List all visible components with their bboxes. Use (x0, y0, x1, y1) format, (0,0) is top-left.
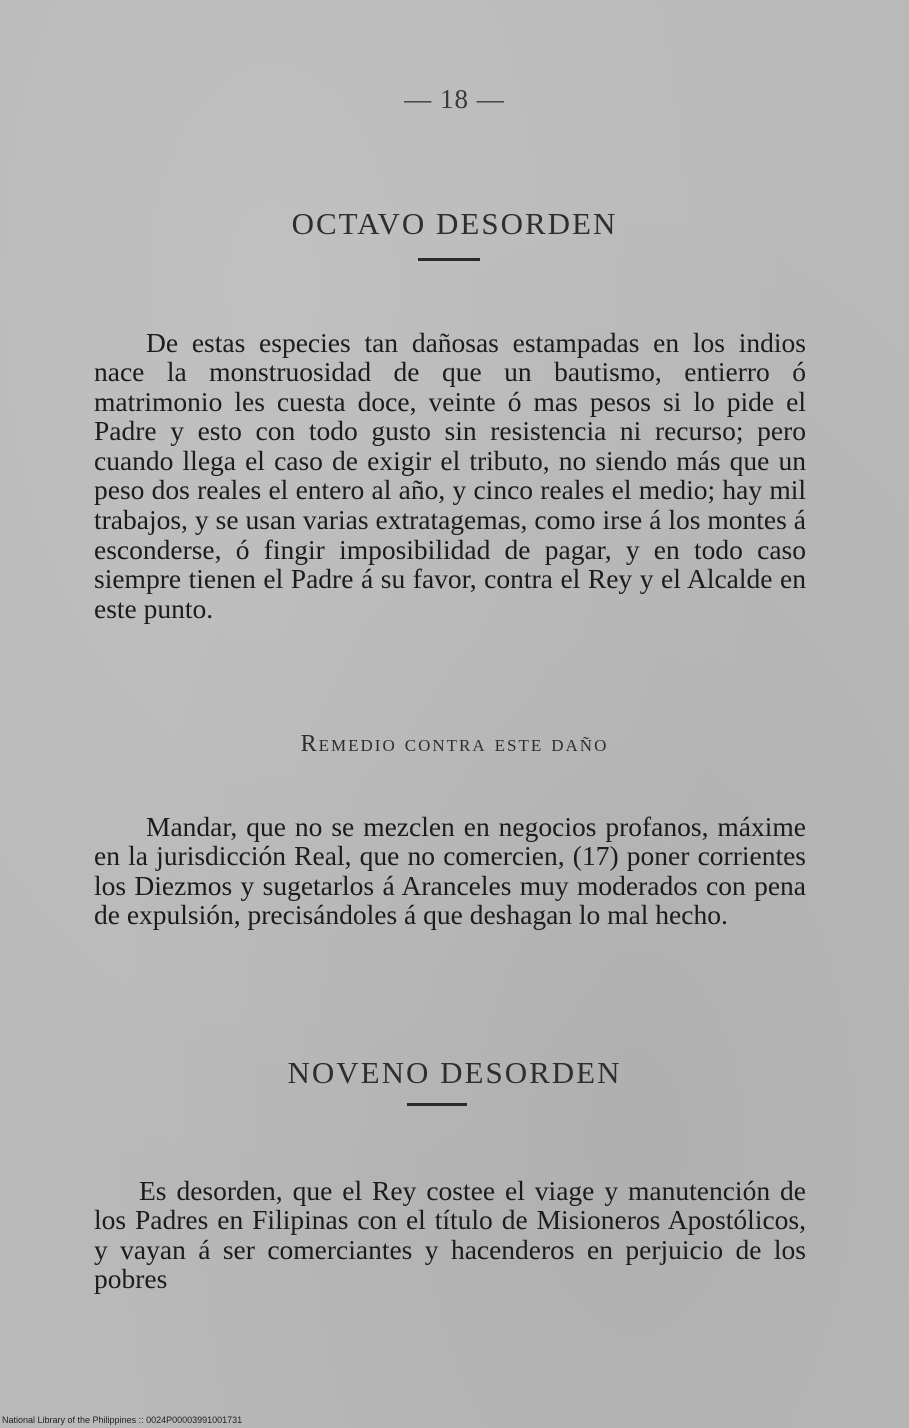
paragraph-noveno: Es desorden, que el Rey costee el viage y manutención de los Padres en Filipinas con el título de Misioneros Apostólicos, y vayan á ser comerciantes y hacenderos en perjuicio de los pobres (94, 1174, 806, 1295)
section-heading-remedio: Remedio contra este daño (300, 731, 609, 757)
section-heading-noveno: NOVENO DESORDEN (287, 1055, 622, 1090)
page-number: — 18 — (404, 84, 505, 114)
section-heading-octavo: OCTAVO DESORDEN (291, 206, 618, 241)
paragraph-octavo: De estas especies tan dañosas estampadas en los indios nace la monstruosidad de que un bautismo, entierro ó matrimonio les cuesta doce, veinte ó mas pesos si lo pide el Padre y esto con todo gusto sin resistencia ni recurso; pero cuando llega el caso de exigir el tributo, no siendo más que un peso dos reales el entero al año, y cinco reales el medio; hay mil trabajos, y se usan varias extratagemas, como irse á los montes á esconderse, ó fingir imposibilidad de pagar, y en todo caso siempre tienen el Padre á su favor, contra el Rey y el Alcalde en este punto. (94, 326, 806, 624)
section-divider (418, 258, 480, 261)
paragraph-remedio: Mandar, que no se mezclen en negocios profanos, máxime en la jurisdicción Real, que no comercien, (17) poner corrientes los Diezmos y sugetarlos á Aranceles muy moderados con pena de expulsión, precisándoles á que deshagan lo mal hecho. (94, 810, 806, 931)
section-divider (407, 1103, 467, 1106)
library-footer: National Library of the Philippines :: 0024P00003991001731 (2, 1415, 243, 1425)
